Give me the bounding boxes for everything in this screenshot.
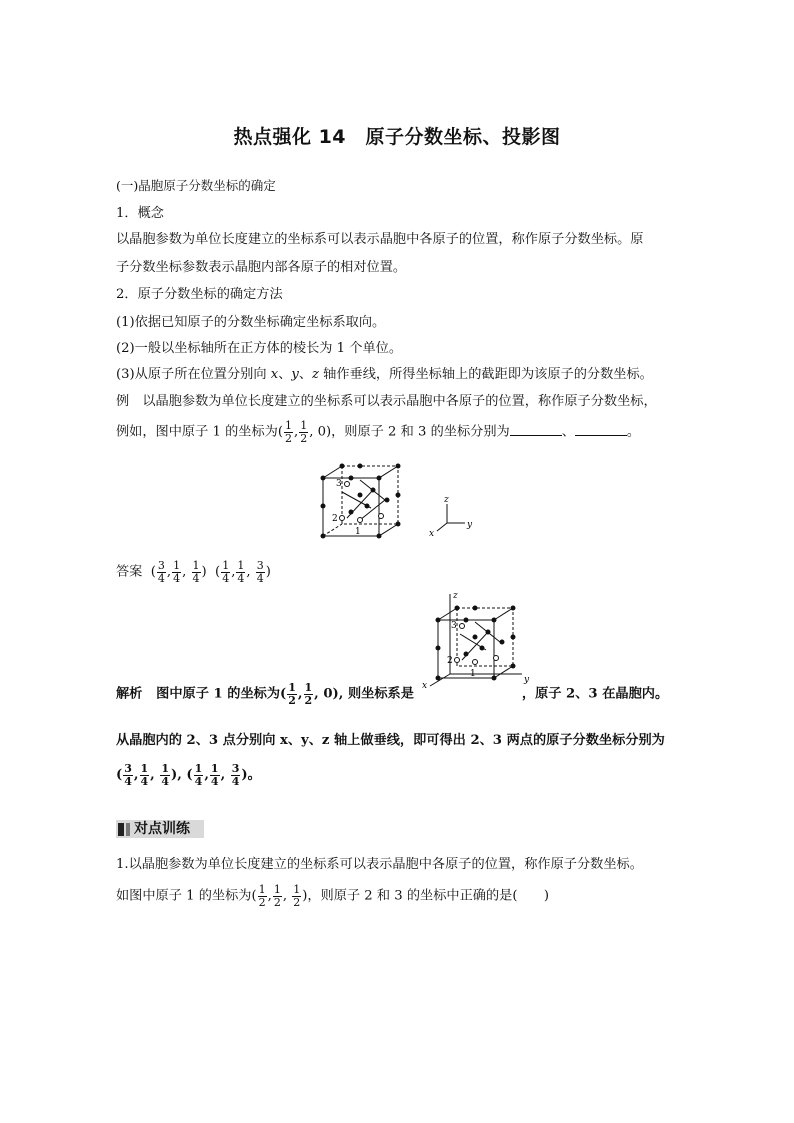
atom-2-label: 2: [332, 514, 338, 524]
atom-1-label: 1: [355, 527, 361, 537]
method-heading: 2．原子分数坐标的确定方法: [116, 287, 283, 302]
fraction: $\frac{1}{2}$: [284, 419, 292, 445]
x-axis-label: x: [422, 681, 428, 688]
answer-blank-2: [575, 435, 627, 436]
z-axis-label: z: [453, 591, 458, 601]
section-marker-icon: [118, 823, 124, 836]
method-step-2: (2)一般以坐标轴所在正方体的棱长为 1 个单位。: [116, 341, 403, 356]
question-1-line-1: 1.以晶胞参数为单位长度建立的坐标系可以表示晶胞中各原子的位置，称作原子分数坐标。: [116, 857, 643, 872]
concept-heading: 1．概念: [116, 206, 164, 221]
method-step-1: (1)依据已知原子的分数坐标确定坐标系取向。: [116, 315, 386, 330]
example-line-2: 例如，图中原子 1 的坐标为( $\frac{1}{2}$ , $\frac{1}{2}$ , 0)，则原子 2 和 3 的坐标分别为 、 。: [116, 419, 641, 445]
y-axis-label: y: [467, 520, 473, 530]
z-axis-label: z: [444, 495, 449, 505]
analysis-line-1: 解析 图中原子 1 的坐标为( $\frac{1}{2}$ , $\frac{1}{2}$ , 0), 则坐标系是 ，原子 2、3 在晶胞内。: [116, 681, 669, 707]
section-marker-icon: [126, 823, 130, 836]
crystal-cell-axes-figure: [420, 588, 540, 688]
concept-text-line-1: 以晶胞参数为单位长度建立的坐标系可以表示晶胞中各原子的位置，称作原子分数坐标。原: [116, 232, 644, 247]
crystal-cell-figure: [315, 460, 485, 545]
fraction: $\frac{1}{2}$: [300, 419, 308, 445]
answer-blank-1: [510, 435, 562, 436]
answer-line: 答案 ( $\frac{3}{4}$ , $\frac{1}{4}$ , $\frac{1}{4}$ ) ( $\frac{1}{4}$ , $\frac{1}{4}$ , $\frac{3}{4}$ ): [116, 559, 271, 585]
analysis-line-3: ( $\frac{3}{4}$ , $\frac{1}{4}$ , $\frac{1}{4}$ ), ( $\frac{1}{4}$ , $\frac{1}{4}$ , $\frac{3}{4}$ )。: [116, 762, 261, 788]
atom-3-label: 3: [336, 479, 342, 489]
concept-text-line-2: 子分数坐标参数表示晶胞内部各原子的相对位置。: [116, 260, 407, 275]
y-axis-label: y: [524, 675, 530, 685]
question-1-line-2: 如图中原子 1 的坐标为( $\frac{1}{2}$ , $\frac{1}{2}$ , $\frac{1}{2}$ )，则原子 2 和 3 的坐标中正确的是( ): [116, 883, 549, 909]
atom-1-label: 1: [470, 669, 476, 679]
analysis-line-2: 从晶胞内的 2、3 点分别向 x、y、z 轴上做垂线，即可得出 2、3 两点的原子分数坐标分别为: [116, 733, 665, 748]
method-step-3: (3)从原子所在位置分别向 x、y、z 轴作垂线，所得坐标轴上的截距即为该原子的分数坐标。: [116, 367, 653, 382]
x-axis-label: x: [429, 529, 435, 539]
section-label: 对点训练: [134, 821, 190, 837]
atom-2-label: 2: [447, 656, 453, 666]
atom-3-label: 3: [451, 621, 457, 631]
part-heading: (一)晶胞原子分数坐标的确定: [116, 178, 276, 193]
example-line-1: 例 以晶胞参数为单位长度建立的坐标系可以表示晶胞中各原子的位置，称作原子分数坐标，: [116, 394, 657, 409]
page-title: 热点强化 14 原子分数坐标、投影图: [233, 126, 561, 148]
